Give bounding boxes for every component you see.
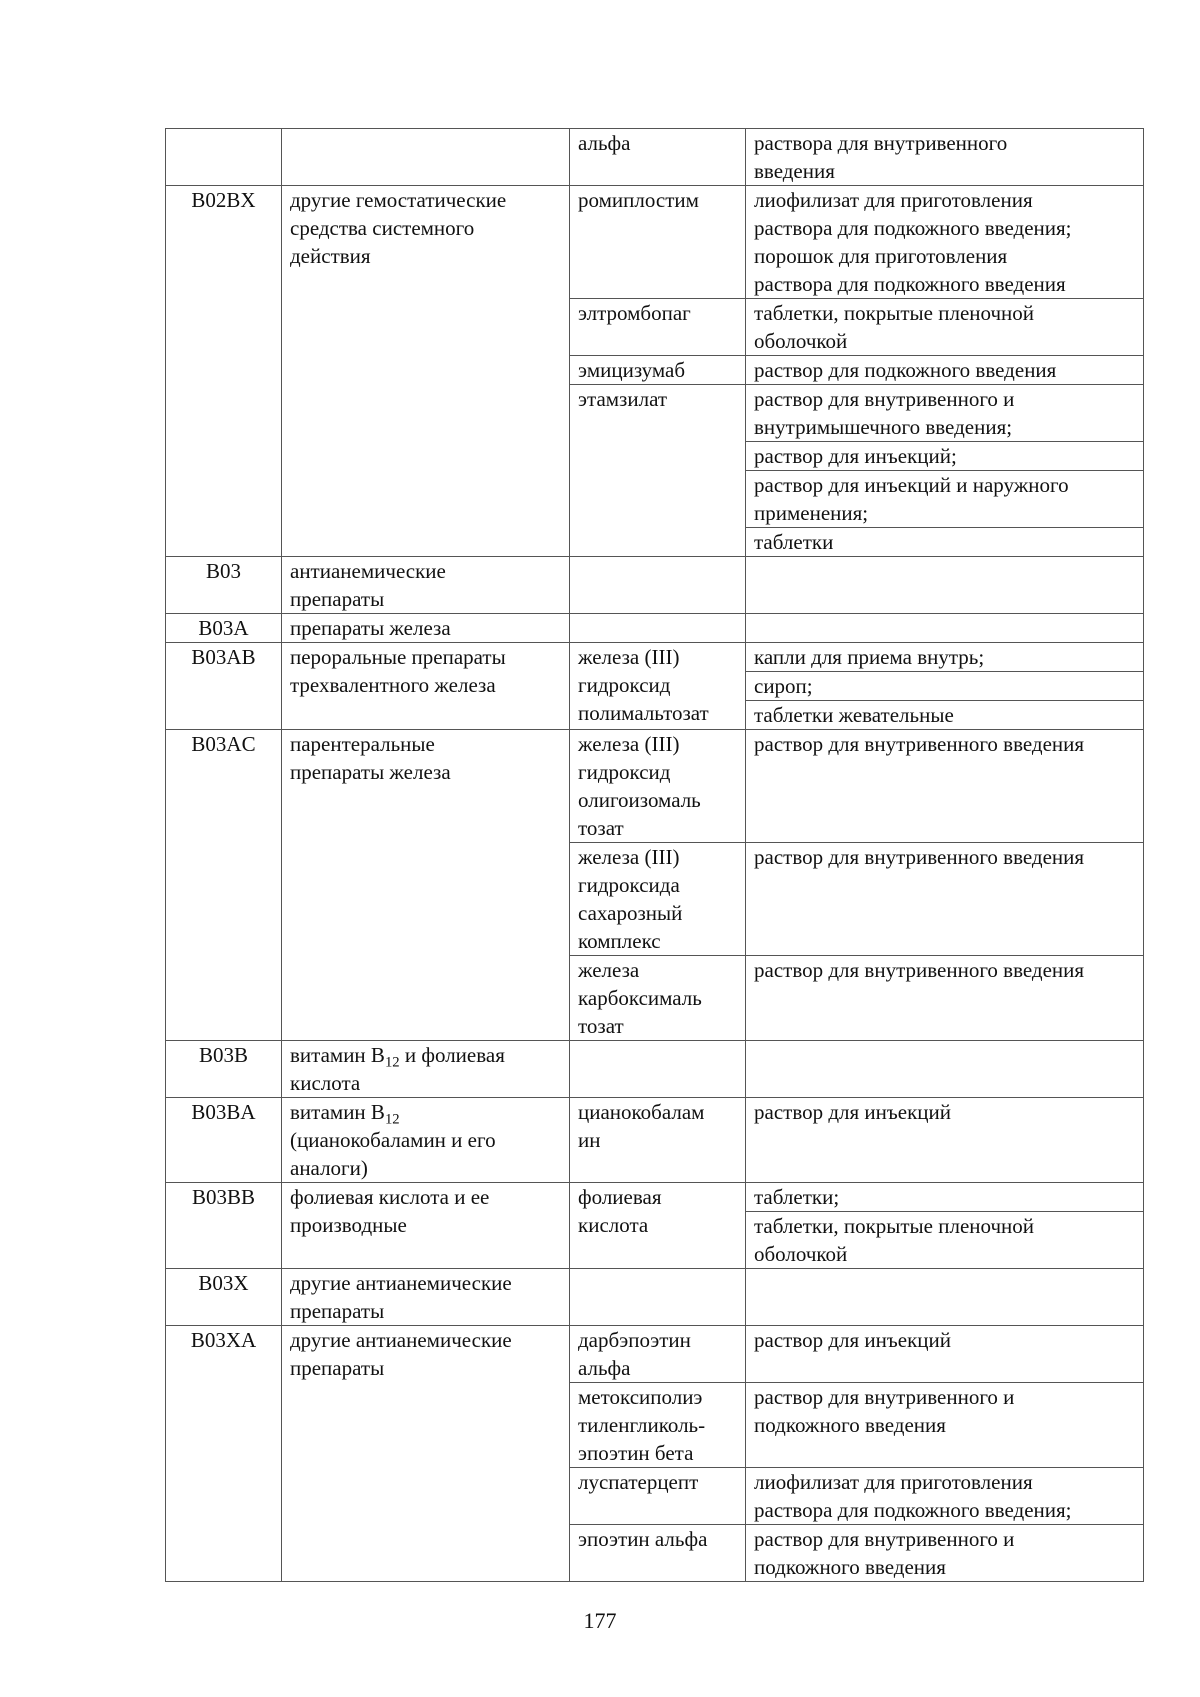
drug-cell xyxy=(570,1525,746,1582)
group-cell xyxy=(282,643,570,730)
drug-cell xyxy=(570,1183,746,1269)
dosage-form xyxy=(746,356,1143,384)
dosage-form-line: порошок для приготовления xyxy=(754,244,1008,268)
table-row xyxy=(166,1098,1144,1183)
dosage-form-line: подкожного введения xyxy=(754,1555,946,1579)
atc-code-cell xyxy=(166,557,282,614)
group-line: антианемические xyxy=(290,559,446,583)
dosage-form-line: таблетки, покрытые пленочной xyxy=(754,301,1035,325)
dosage-form-line: раствор для инъекций и наружного xyxy=(754,473,1069,497)
drug-cell xyxy=(570,1383,746,1468)
dosage-form-line: раствор для внутривенного введения xyxy=(754,958,1085,982)
table-row xyxy=(166,186,1144,299)
dosage-form-cell xyxy=(746,385,1144,557)
drug-line: тозат xyxy=(578,1014,624,1038)
dosage-form-cell xyxy=(746,1326,1144,1383)
dosage-form-line: применения; xyxy=(754,501,869,525)
drug-line: гидроксид xyxy=(578,673,671,697)
group-cell xyxy=(282,614,570,643)
dosage-form xyxy=(746,1098,1143,1126)
drug-line: цианокобалам xyxy=(578,1100,705,1124)
group-cell xyxy=(282,186,570,557)
table-row xyxy=(166,129,1144,186)
group-line: препараты железа xyxy=(290,760,451,784)
drug-cell xyxy=(570,385,746,557)
drug-cell xyxy=(570,356,746,385)
dosage-form xyxy=(746,730,1143,758)
dosage-form-cell xyxy=(746,730,1144,843)
dosage-form-line: раствор для внутривенного введения xyxy=(754,845,1085,869)
group-cell xyxy=(282,1326,570,1582)
dosage-form xyxy=(746,299,1143,355)
group-line: витамин $B_{12}$ и фолиевая xyxy=(290,1043,505,1071)
drug-line: альфа xyxy=(578,1356,631,1380)
group-line: препараты xyxy=(290,1299,385,1323)
dosage-form-cell xyxy=(746,1269,1144,1326)
drug-line: олигоизомаль xyxy=(578,788,701,812)
dosage-form xyxy=(746,1326,1143,1354)
group-cell xyxy=(282,129,570,186)
dosage-form xyxy=(746,1525,1143,1581)
dosage-form xyxy=(746,843,1143,871)
drug-line: эмицизумаб xyxy=(578,358,686,382)
dosage-form-line: раствор для инъекций xyxy=(754,1328,951,1352)
table-row xyxy=(166,1269,1144,1326)
atc-code-cell xyxy=(166,1098,282,1183)
dosage-form-line: лиофилизат для приготовления xyxy=(754,1470,1033,1494)
atc-code-cell xyxy=(166,614,282,643)
atc-code: B03BA xyxy=(191,1100,256,1124)
dosage-form-line: раствор для инъекций xyxy=(754,1100,951,1124)
group-cell xyxy=(282,1183,570,1269)
dosage-form-line: раствора для подкожного введения xyxy=(754,272,1066,296)
atc-code-cell xyxy=(166,1183,282,1269)
group-line: препараты xyxy=(290,1356,385,1380)
drug-cell xyxy=(570,614,746,643)
dosage-form-cell xyxy=(746,1525,1144,1582)
atc-code-cell xyxy=(166,1041,282,1098)
drug-line: эпоэтин альфа xyxy=(578,1527,708,1551)
drug-cell xyxy=(570,557,746,614)
group-line: другие антианемические xyxy=(290,1328,512,1352)
drug-cell xyxy=(570,1269,746,1326)
table-row xyxy=(166,730,1144,843)
dosage-form-cell xyxy=(746,557,1144,614)
drug-line: гидроксида xyxy=(578,873,680,897)
drug-line: тиленгликоль- xyxy=(578,1413,706,1437)
atc-code: B03XA xyxy=(190,1328,257,1352)
dosage-form-line: раствор для внутривенного и xyxy=(754,387,1015,411)
table-row xyxy=(166,1326,1144,1383)
group-cell xyxy=(282,730,570,1041)
atc-code-cell xyxy=(166,730,282,1041)
drug-line: комплекс xyxy=(578,929,661,953)
group-line: кислота xyxy=(290,1071,361,1095)
dosage-form-line: таблетки xyxy=(754,530,834,554)
dosage-form-line: капли для приема внутрь; xyxy=(754,645,985,669)
table-row xyxy=(166,1041,1144,1098)
atc-code-cell xyxy=(166,1326,282,1582)
dosage-form-cell xyxy=(746,1098,1144,1183)
atc-code: B02BX xyxy=(191,188,256,212)
dosage-form-cell xyxy=(746,186,1144,299)
drug-cell xyxy=(570,1326,746,1383)
dosage-form xyxy=(746,527,1143,556)
dosage-form-line: таблетки жевательные xyxy=(754,703,954,727)
group-line: средства системного xyxy=(290,216,475,240)
drug-cell xyxy=(570,956,746,1041)
dosage-form-line: таблетки, покрытые пленочной xyxy=(754,1214,1035,1238)
dosage-form xyxy=(746,186,1143,298)
drug-cell xyxy=(570,1041,746,1098)
drug-line: элтромбопаг xyxy=(578,301,691,325)
group-line: (цианокобаламин и его xyxy=(290,1128,496,1152)
dosage-form-cell xyxy=(746,129,1144,186)
drug-line: альфа xyxy=(578,131,631,155)
drug-cell xyxy=(570,1468,746,1525)
group-line: парентеральные xyxy=(290,732,435,756)
dosage-form-line: раствора для подкожного введения; xyxy=(754,1498,1072,1522)
dosage-form-cell xyxy=(746,843,1144,956)
drug-line: карбоксималь xyxy=(578,986,702,1010)
atc-code: B03X xyxy=(198,1271,249,1295)
drug-line: эпоэтин бета xyxy=(578,1441,694,1465)
group-cell xyxy=(282,1041,570,1098)
drug-line: фолиевая xyxy=(578,1185,662,1209)
dosage-form-cell xyxy=(746,643,1144,730)
table-row xyxy=(166,1183,1144,1269)
dosage-form-line: раствор для внутривенного введения xyxy=(754,732,1085,756)
group-line: витамин $B_{12}$ xyxy=(290,1100,400,1128)
dosage-form xyxy=(746,956,1143,984)
group-line: другие гемостатические xyxy=(290,188,507,212)
atc-code-cell xyxy=(166,186,282,557)
dosage-form-line: раствор для внутривенного и xyxy=(754,1527,1015,1551)
group-line: другие антианемические xyxy=(290,1271,512,1295)
group-line: производные xyxy=(290,1213,407,1237)
atc-code: B03BB xyxy=(191,1185,256,1209)
dosage-form-cell xyxy=(746,299,1144,356)
dosage-form-line: раствора для подкожного введения; xyxy=(754,216,1072,240)
dosage-form-cell xyxy=(746,1183,1144,1269)
dosage-form-line: внутримышечного введения; xyxy=(754,415,1013,439)
dosage-form xyxy=(746,1183,1143,1211)
atc-code-cell xyxy=(166,129,282,186)
drug-line: гидроксид xyxy=(578,760,671,784)
drug-cell xyxy=(570,129,746,186)
atc-code: B03AC xyxy=(191,732,256,756)
drug-cell xyxy=(570,186,746,299)
dosage-form-line: таблетки; xyxy=(754,1185,840,1209)
drug-line: ин xyxy=(578,1128,601,1152)
dosage-form xyxy=(746,470,1143,527)
dosage-form xyxy=(746,1383,1143,1439)
group-line: действия xyxy=(290,244,371,268)
group-line: препараты железа xyxy=(290,616,451,640)
drug-line: этамзилат xyxy=(578,387,668,411)
drug-line: полимальтозат xyxy=(578,701,709,725)
drug-table-body xyxy=(166,129,1144,1582)
dosage-form xyxy=(746,1211,1143,1268)
drug-line: кислота xyxy=(578,1213,649,1237)
group-line: аналоги) xyxy=(290,1156,368,1180)
drug-line: железа (III) xyxy=(578,845,680,869)
page-number: 177 xyxy=(583,1608,617,1633)
drug-line: луспатерцепт xyxy=(578,1470,699,1494)
drug-line: сахарозный xyxy=(578,901,683,925)
table-row xyxy=(166,643,1144,730)
atc-code: B03B xyxy=(198,1043,248,1067)
group-cell xyxy=(282,1269,570,1326)
drug-cell xyxy=(570,299,746,356)
dosage-form-line: оболочкой xyxy=(754,1242,848,1266)
dosage-form-cell xyxy=(746,956,1144,1041)
table-row xyxy=(166,614,1144,643)
group-line: фолиевая кислота и ее xyxy=(290,1185,490,1209)
dosage-form-cell xyxy=(746,1383,1144,1468)
dosage-form-line: подкожного введения xyxy=(754,1413,946,1437)
atc-code: B03 xyxy=(205,559,241,583)
dosage-form-line: введения xyxy=(754,159,835,183)
dosage-form-line: сироп; xyxy=(754,674,813,698)
drug-table xyxy=(165,128,1144,1582)
dosage-form-cell xyxy=(746,614,1144,643)
dosage-form-line: раствор для подкожного введения xyxy=(754,358,1057,382)
dosage-form xyxy=(746,129,1143,185)
group-line: пероральные препараты xyxy=(290,645,506,669)
drug-line: ромиплостим xyxy=(578,188,699,212)
dosage-form xyxy=(746,441,1143,470)
dosage-form xyxy=(746,1468,1143,1524)
drug-line: железа xyxy=(578,958,640,982)
group-cell xyxy=(282,1098,570,1183)
dosage-form-cell xyxy=(746,1041,1144,1098)
drug-line: тозат xyxy=(578,816,624,840)
drug-line: железа (III) xyxy=(578,645,680,669)
drug-cell xyxy=(570,1098,746,1183)
dosage-form-cell xyxy=(746,1468,1144,1525)
dosage-form-line: лиофилизат для приготовления xyxy=(754,188,1033,212)
atc-code-cell xyxy=(166,1269,282,1326)
dosage-form xyxy=(746,671,1143,700)
dosage-form xyxy=(746,385,1143,441)
drug-cell xyxy=(570,843,746,956)
dosage-form-line: раствор для инъекций; xyxy=(754,444,957,468)
group-cell xyxy=(282,557,570,614)
atc-code: B03AB xyxy=(191,645,256,669)
group-line: трехвалентного железа xyxy=(290,673,496,697)
drug-line: дарбэпоэтин xyxy=(578,1328,691,1352)
atc-code-cell xyxy=(166,643,282,730)
dosage-form-cell xyxy=(746,356,1144,385)
dosage-form xyxy=(746,700,1143,729)
dosage-form-line: оболочкой xyxy=(754,329,848,353)
group-line: препараты xyxy=(290,587,385,611)
drug-cell xyxy=(570,643,746,730)
atc-code: B03A xyxy=(198,616,249,640)
drug-cell xyxy=(570,730,746,843)
table-row xyxy=(166,557,1144,614)
drug-line: железа (III) xyxy=(578,732,680,756)
drug-line: метоксиполиэ xyxy=(578,1385,703,1409)
dosage-form-line: раствора для внутривенного xyxy=(754,131,1008,155)
dosage-form-line: раствор для внутривенного и xyxy=(754,1385,1015,1409)
dosage-form xyxy=(746,643,1143,671)
